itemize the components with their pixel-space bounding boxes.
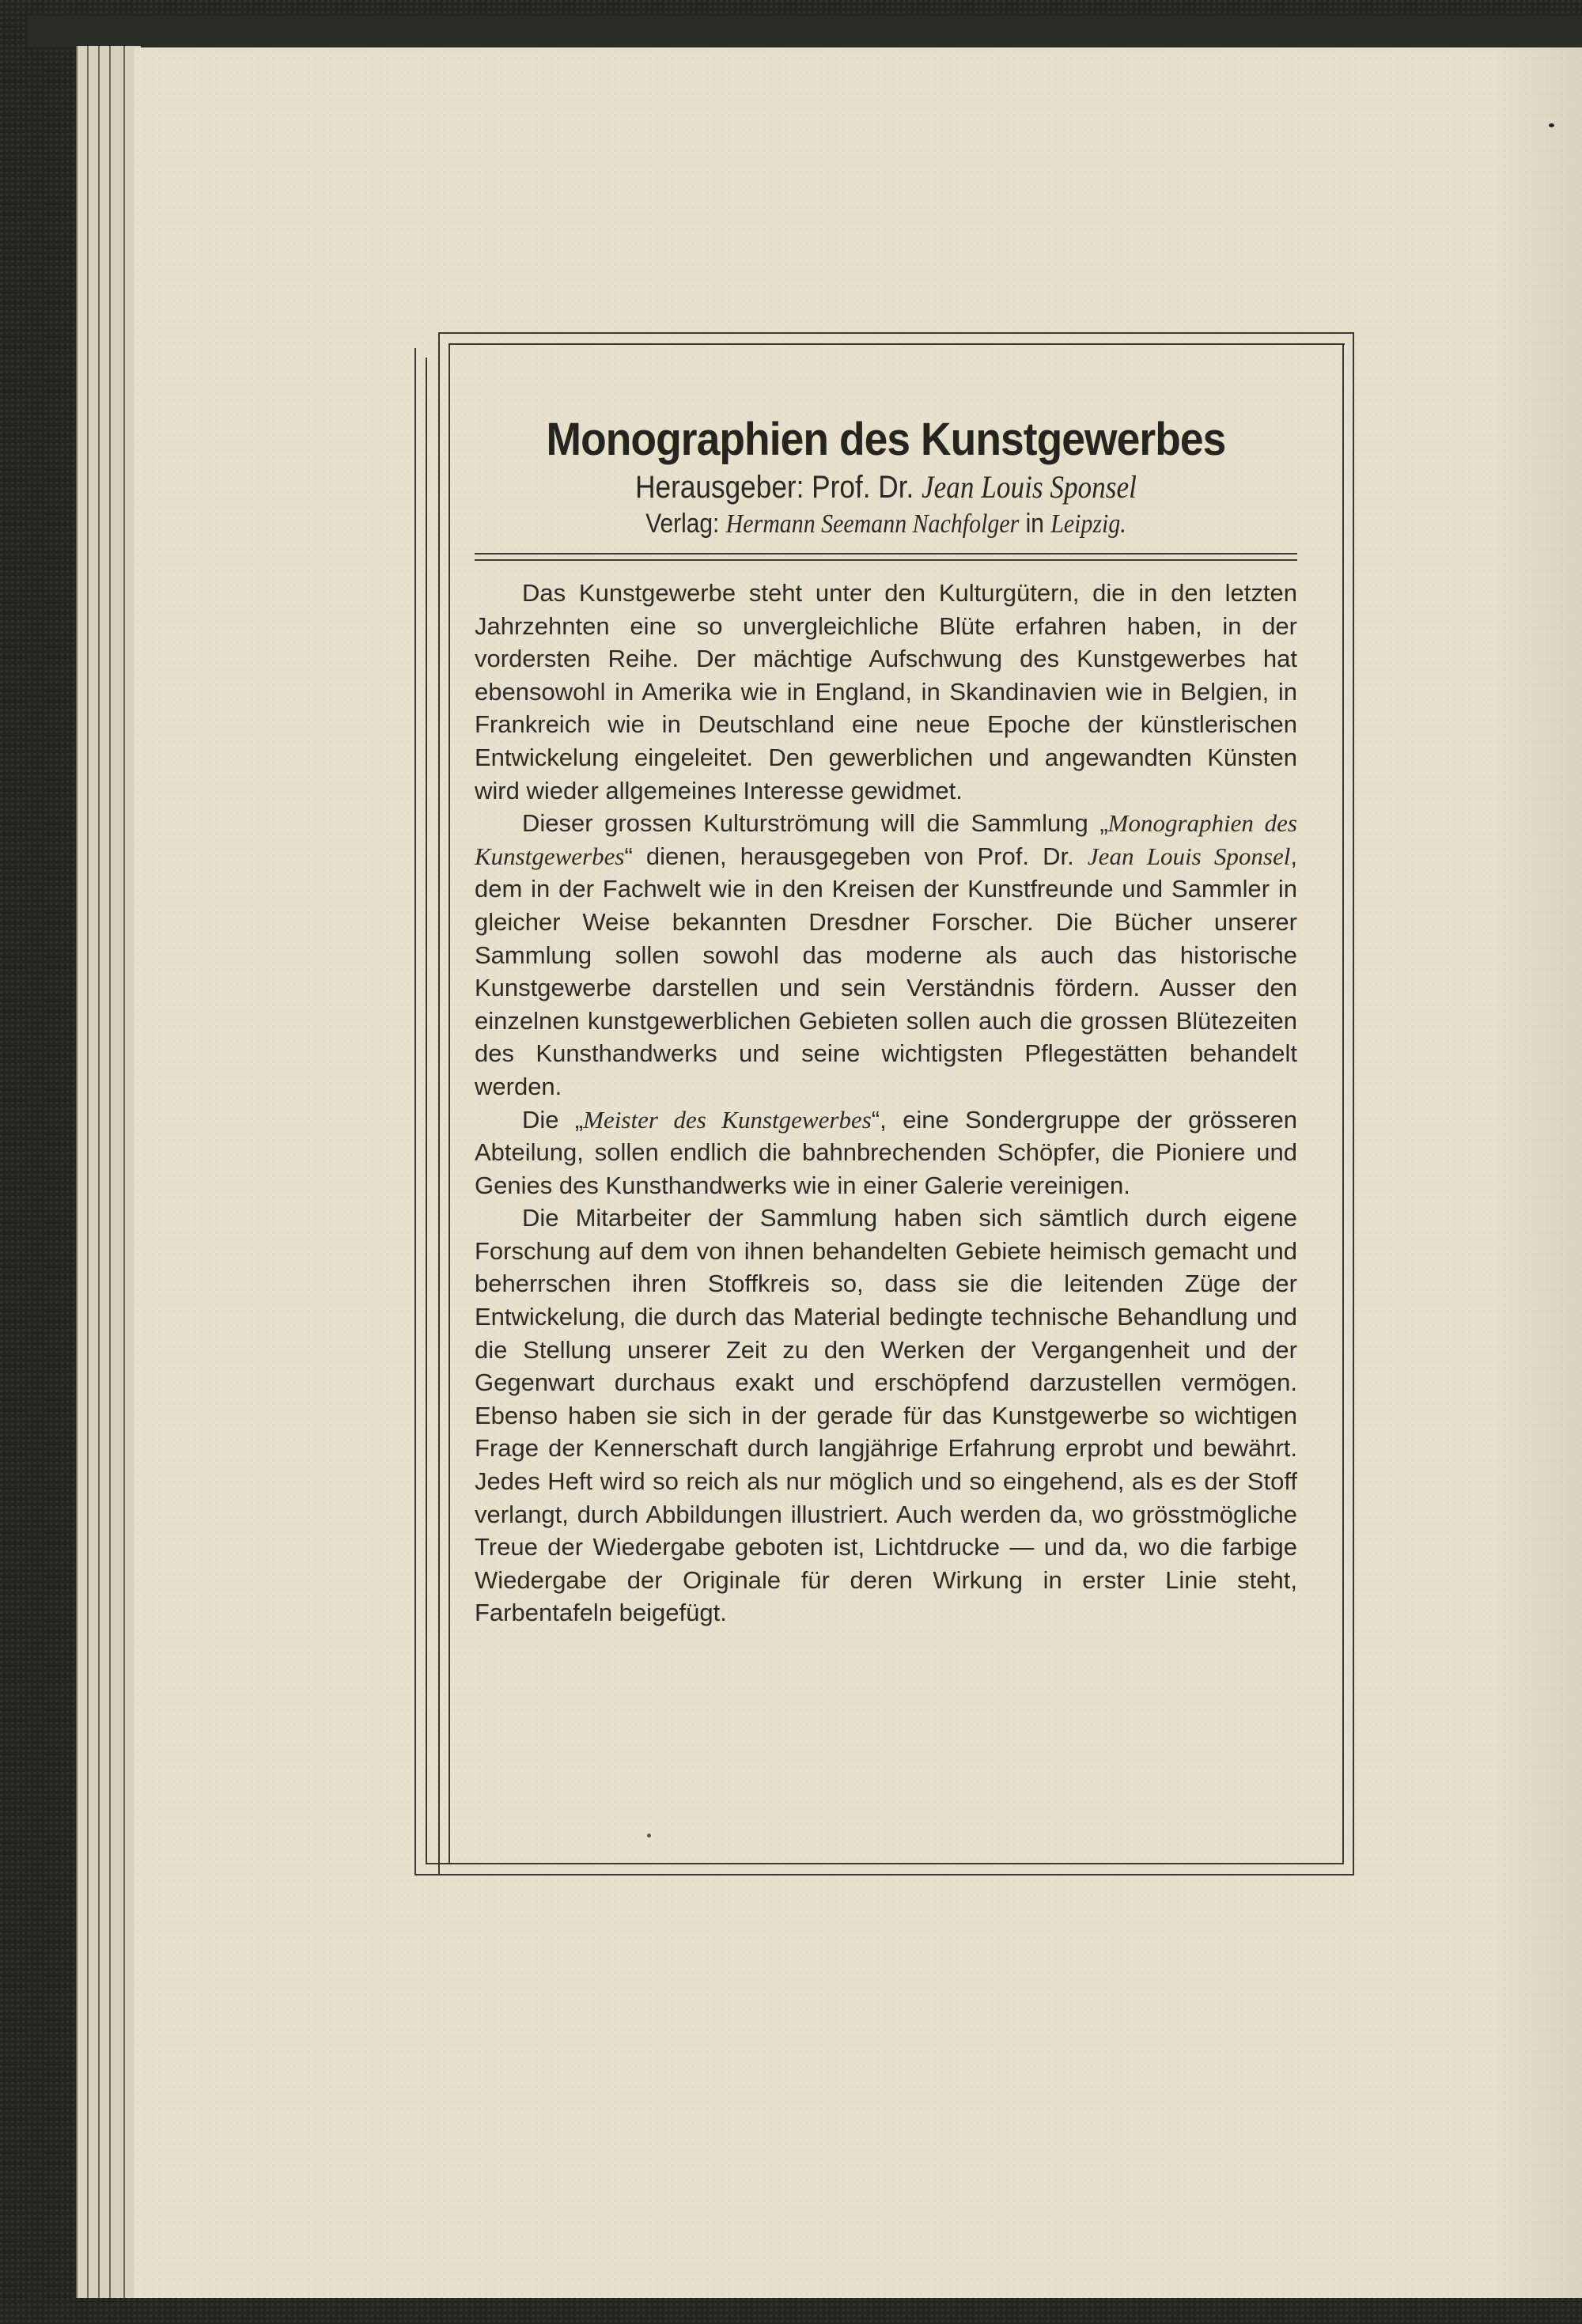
publisher-prefix: Verlag:: [645, 509, 726, 539]
publisher-connector: in: [1019, 509, 1051, 539]
stacked-page-edges: [76, 46, 139, 2298]
editor-name-italic: Jean Louis Sponsel: [1087, 842, 1291, 870]
paragraph-1: [475, 577, 1297, 807]
editor-name: Jean Louis Sponsel: [922, 469, 1137, 505]
frame-right-inner: [1342, 343, 1344, 1864]
editor-prefix: Herausgeber: Prof. Dr.: [635, 470, 922, 505]
text-segment: “, eine Sondergruppe der grösseren Abteilung, sollen endlich die bahnbrechenden Schöpfer, die Pioniere und Genies des Kunsthandwerks wie in einer Galerie vereinigen.: [475, 1105, 1297, 1199]
advertisement-content: [475, 411, 1297, 1629]
frame-bottom-outer: [414, 1874, 1354, 1875]
paragraph-3: [475, 1103, 1297, 1202]
page-title: Monographien des Kunstgewerbes: [546, 414, 1226, 465]
publisher-name: Hermann Seemann Nachfolger: [725, 509, 1020, 539]
ink-speck: [1549, 123, 1554, 127]
text-segment: Die „: [522, 1105, 584, 1134]
editor-line: [524, 468, 1247, 506]
publisher-city: Leipzig.: [1050, 509, 1126, 539]
frame-left-inner: [448, 343, 450, 1864]
text-segment: Dieser grossen Kulturströmung will die Sammlung „: [522, 809, 1108, 838]
frame-top-outer: [438, 332, 1354, 334]
text-segment: “ dienen, herausgegeben von Prof. Dr.: [624, 842, 1088, 870]
text-segment: Die Mitarbeiter der Sammlung haben sich sämtlich durch eigene Forschung auf dem von ihnen behandelten Gebiete heimisch gemacht und beherrschen ihren Stoffkreis so, dass sie die leitenden Züge der Entwickelung, die durch das Material bedingte technische Behandlung und die Stellung unserer Zeit zu den Werken der Vergangenheit und der Gegenwart durchaus exakt und erschöpfend darzustellen vermögen. Ebenso haben sie sich in der gerade für das Kunstgewerbe so wichtigen Frage der Kennerschaft durch langjährige Erfahrung erprobt und bewährt. Jedes Heft wird so reich als nur möglich und so eingehend, als es der Stoff verlangt, durch Abbildungen illustriert. Auch werden da, wo grösstmögliche Treue der Wiedergabe geboten ist, Lichtdrucke — und da, wo die farbige Wiedergabe der Originale für deren Wirkung in erster Linie steht, Farbentafeln beigefügt.: [475, 1204, 1297, 1627]
body-text: [475, 577, 1297, 1629]
text-segment: , dem in der Fachwelt wie in den Kreisen der Kunstfreunde und Sammler in gleicher Weise bekannten Dresdner Forscher. Die Bücher unserer Sammlung sollen sowohl das moderne als auch das historische Kunstgewerbe darstellen und sein Verständnis fördern. Ausser den einzelnen kunstgewerblichen Gebieten sollen auch die grossen Blütezeiten des Kunsthandwerks und seine wichtigsten Pflegestätten behandelt werden.: [475, 842, 1297, 1100]
paragraph-2: [475, 807, 1297, 1103]
publisher-line: [524, 506, 1247, 542]
frame-top-inner: [449, 343, 1345, 345]
frame-bottom-inner: [426, 1863, 1344, 1864]
double-rule-divider: [475, 553, 1297, 561]
frame-left-outer: [438, 332, 440, 1875]
subseries-title-italic: Meister des Kunstgewerbes: [583, 1105, 872, 1134]
frame-left-extra-outer: [414, 348, 416, 1875]
page-curl-shadow: [1487, 47, 1582, 2298]
paragraph-4: [475, 1202, 1297, 1629]
text-segment: Das Kunstgewerbe steht unter den Kulturgütern, die in den letzten Jahrzehnten eine so unvergleichliche Blüte erfahren haben, in der vordersten Reihe. Der mächtige Aufschwung des Kunstgewerbes hat ebensowohl in Amerika wie in England, in Skandinavien wie in Belgien, in Frankreich wie in Deutschland eine neue Epoche der künstlerischen Entwickelung eingeleitet. Den gewerblichen und angewandten Künsten wird wieder allgemeines Interesse gewidmet.: [475, 579, 1297, 804]
frame-left-extra-inner: [426, 358, 427, 1864]
series-title-italic: Monographien des Kunstgewerbes: [475, 809, 1297, 870]
ink-speck: [647, 1834, 651, 1838]
book-cover-top-edge: [28, 16, 1582, 47]
frame-right-outer: [1353, 332, 1354, 1875]
